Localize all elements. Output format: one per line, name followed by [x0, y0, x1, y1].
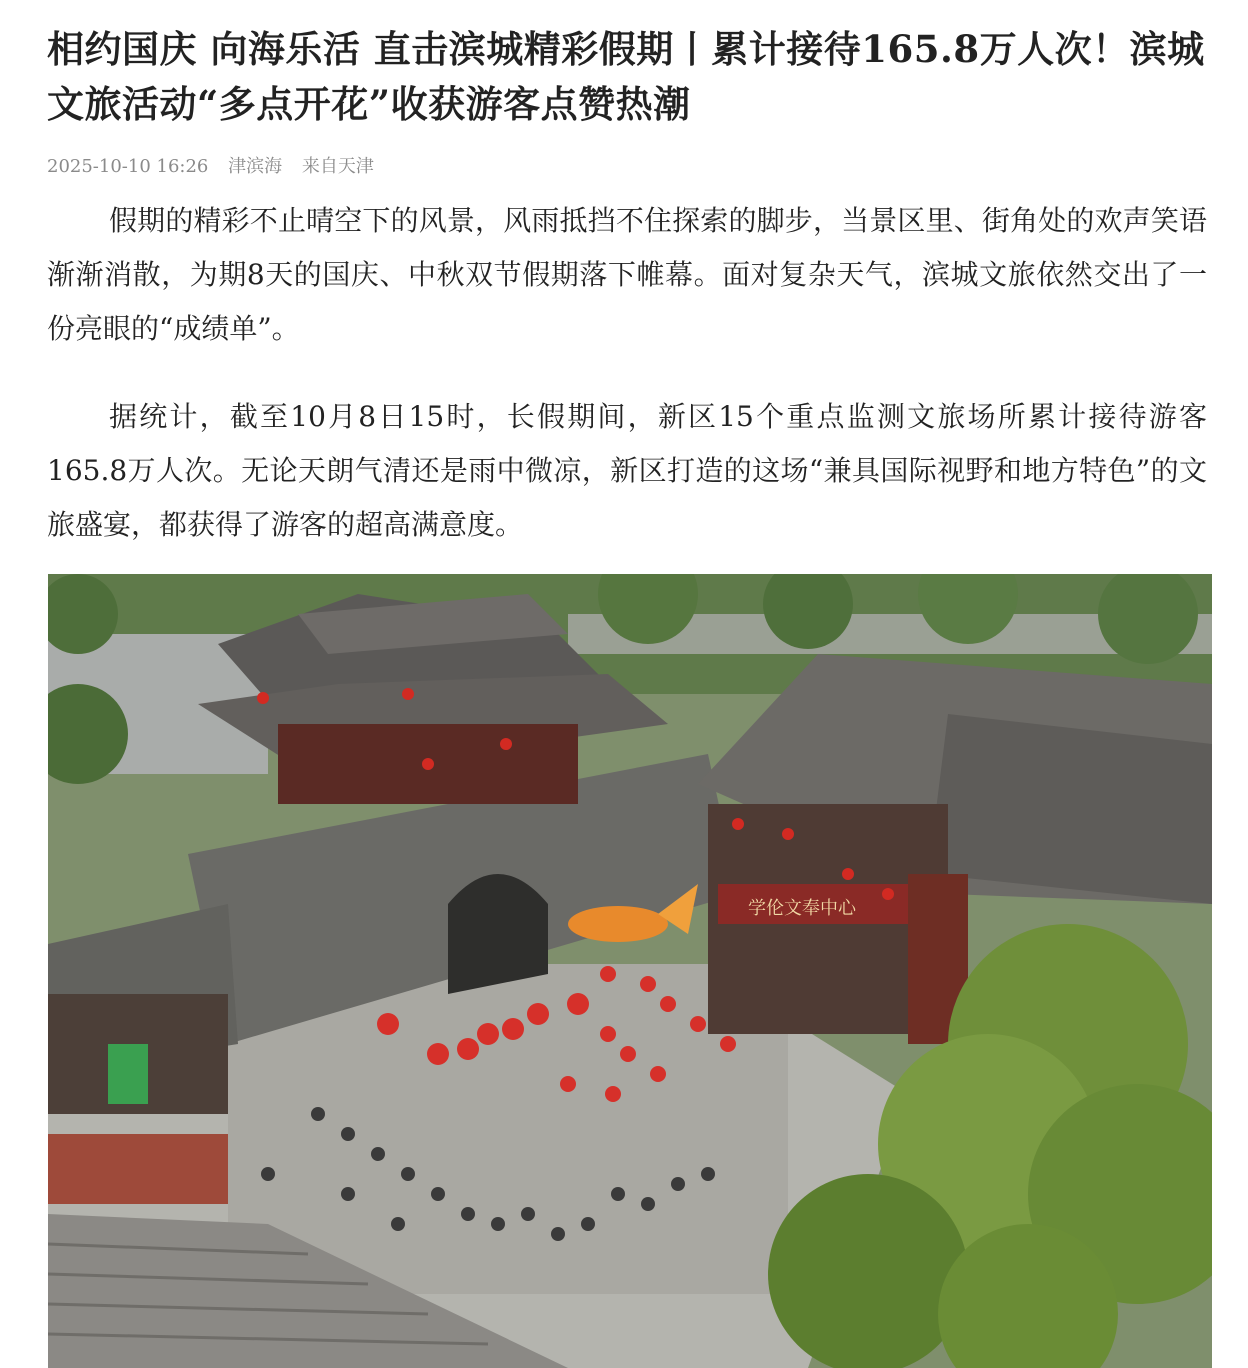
article-title: 相约国庆 向海乐活 直击滨城精彩假期丨累计接待165.8万人次！滨城文旅活动“多点开花”收获游客点赞热潮 [47, 27, 1205, 126]
shop-sign-text: 学伦文奉中心 [748, 898, 856, 919]
paragraph-1: 假期的精彩不止晴空下的风景，风雨抵挡不住探索的脚步，当景区里、街角处的欢声笑语渐渐消散，为期8天的国庆、中秋双节假期落下帷幕。面对复杂天气，滨城文旅依然交出了一份亮眼的“成绩单”。 [47, 204, 1207, 345]
article-meta [47, 154, 1207, 180]
source-account[interactable]: 津滨海 [228, 156, 283, 177]
photo-scene [48, 574, 1212, 1368]
publish-date: 2025-10-10 16:26 [47, 156, 209, 177]
article-photo [48, 574, 1212, 1368]
article [47, 22, 1207, 552]
paragraph-2: 据统计，截至10月8日15时，长假期间，新区15个重点监测文旅场所累计接待游客165.8万人次。无论天朗气清还是雨中微凉，新区打造的这场“兼具国际视野和地方特色”的文旅盛宴，都获得了游客的超高满意度。 [47, 400, 1207, 541]
origin-location: 来自天津 [301, 156, 374, 177]
